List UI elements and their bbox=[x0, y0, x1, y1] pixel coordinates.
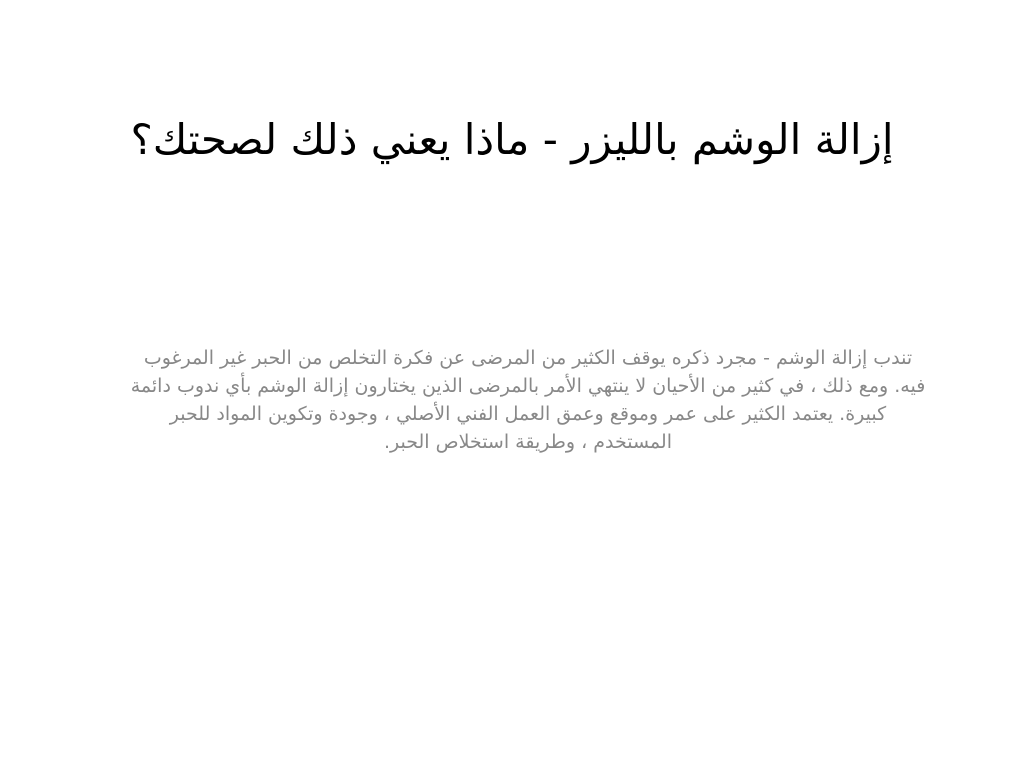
slide-body-text: تندب إزالة الوشم - مجرد ذكره يوقف الكثير من المرضى عن فكرة التخلص من الحبر غير المرغوب فيه. ومع ذلك ، في كثير من الأحيان لا ينتهي الأمر بالمرضى الذين يختارون إزالة الوشم بأي ندوب دائمة كبيرة. يعتمد الكثير على عمر وموقع وعمق العمل الفني الأصلي ، وجودة وتكوين المواد للحبر المستخدم ، وطريقة استخلاص الحبر. bbox=[130, 347, 926, 453]
slide-title: إزالة الوشم بالليزر - ماذا يعني ذلك لصحتك؟ bbox=[130, 115, 894, 164]
